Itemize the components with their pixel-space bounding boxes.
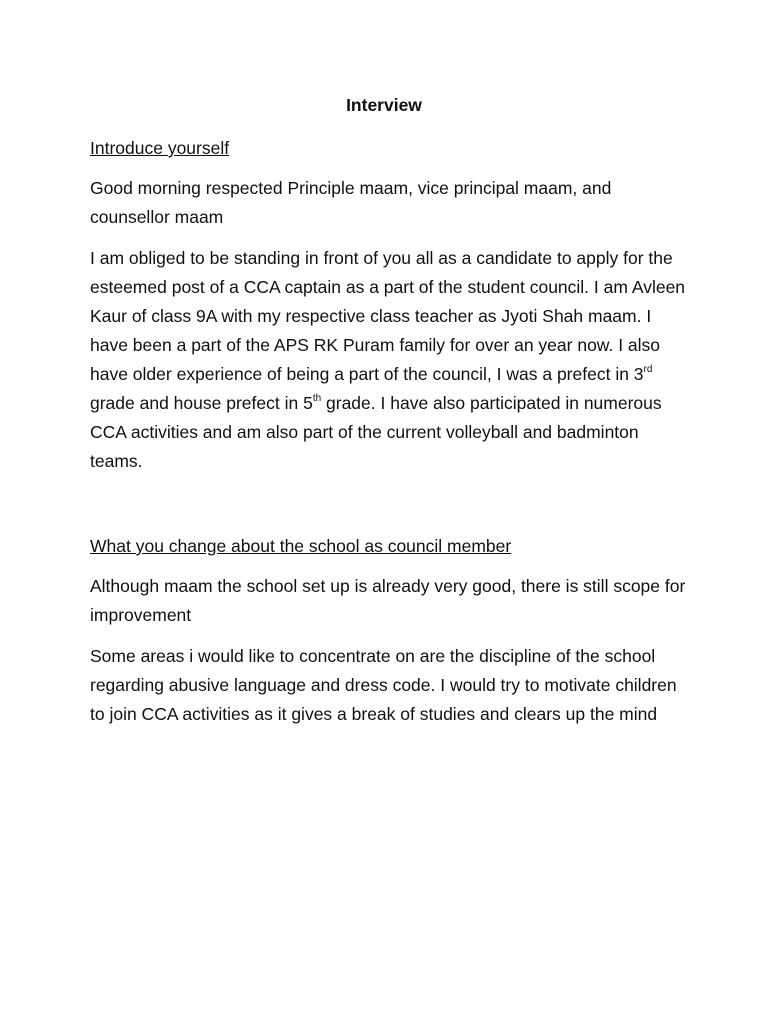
section-introduce-yourself xyxy=(90,136,690,476)
section-heading: Introduce yourself xyxy=(90,138,230,158)
section-school-changes xyxy=(90,534,690,729)
document-body xyxy=(90,93,690,741)
document-title: Interview xyxy=(346,95,422,115)
paragraph-opening: Although maam the school set up is already very good, there is still scope for improvement xyxy=(90,576,686,625)
section-heading: What you change about the school as council member xyxy=(90,536,512,556)
blank-line xyxy=(90,488,690,534)
ordinal-suffix: rd xyxy=(643,364,653,376)
paragraph-greeting: Good morning respected Principle maam, vice principal maam, and counsellor maam xyxy=(90,178,612,227)
paragraph-focus-areas: Some areas i would like to concentrate on are the discipline of the school regarding abusive language and dress code. I would try to motivate children to join CCA activities as it gives a break of studies and clears up the mind xyxy=(90,646,677,724)
paragraph-text: grade and house prefect in 5 xyxy=(90,393,313,413)
ordinal-suffix: th xyxy=(312,393,322,405)
paragraph-text: grade. I have also participated in numerous CCA activities and am also part of the current volleyball and badminton teams. xyxy=(90,393,662,471)
paragraph-introduction xyxy=(90,244,690,476)
paragraph-text: I am obliged to be standing in front of you all as a candidate to apply for the esteemed post of a CCA captain as a part of the student council. I am Avleen Kaur of class 9A with my respective class teacher as Jyoti Shah maam. I have been a part of the APS RK Puram family for over an year now. I also have older experience of being a part of the council, I was a prefect in 3 xyxy=(90,248,686,384)
